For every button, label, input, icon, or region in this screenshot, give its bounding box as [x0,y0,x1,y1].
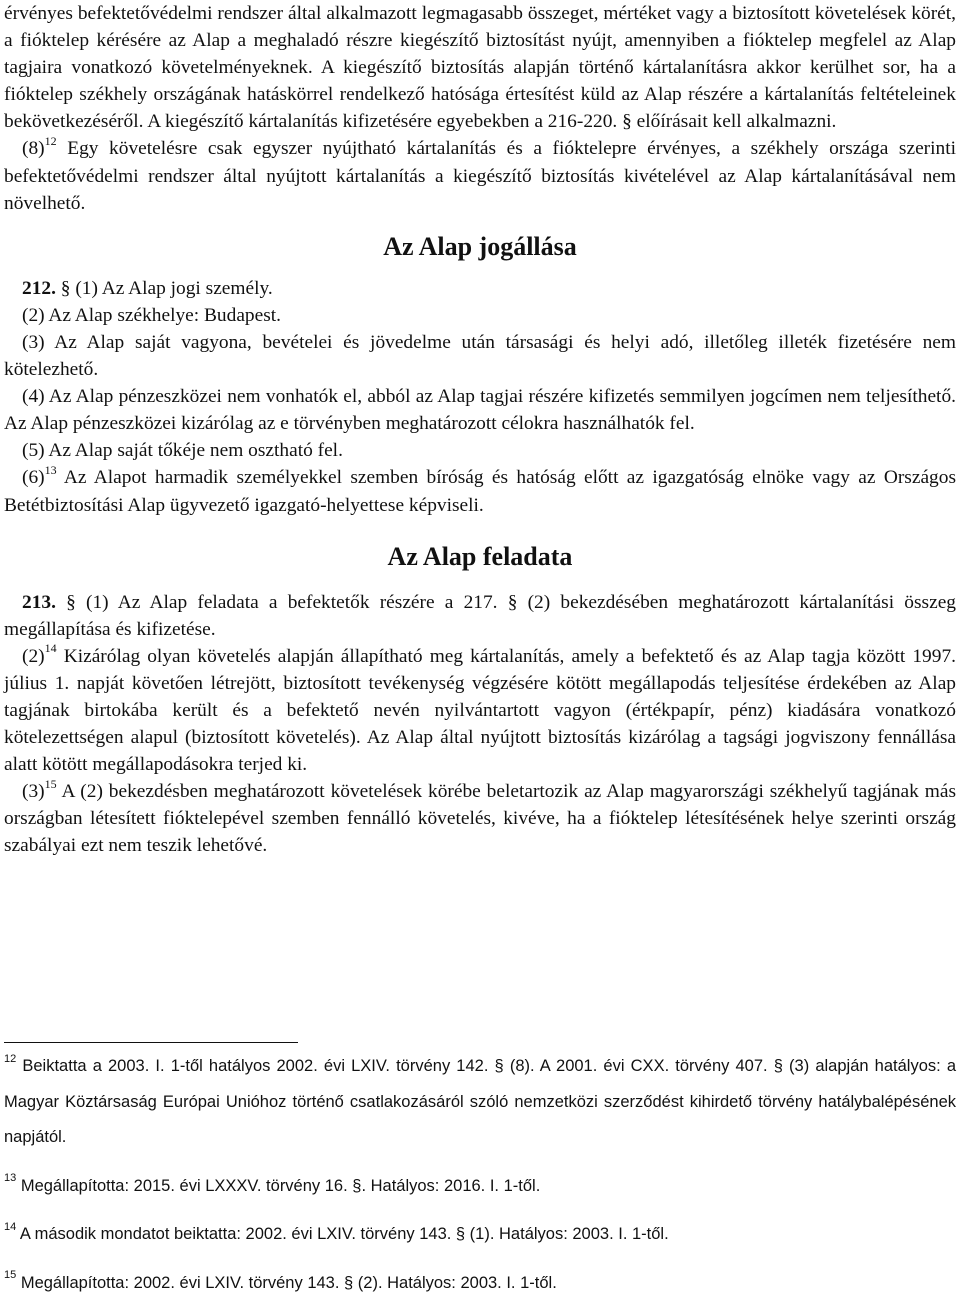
section-heading-feladata: Az Alap feladata [4,541,956,573]
footnote-divider [4,1042,298,1043]
paragraph-8 [4,135,956,216]
paragraph-213-2 [4,643,956,778]
footnote-ref-15[interactable]: 15 [45,777,57,791]
paragraph-text: A (2) bekezdésben meghatározott követelések körébe beletartozik az Alap magyarországi székhelyű tagjának más országban létesített fióktelepével szemben fennálló követelés, kivéve, ha a fióktelep létesítésének helye szerinti ország szabályai ezt nem teszik lehetővé. [4,781,956,856]
footnote-number: 14 [4,1221,16,1233]
paragraph-label: (2) [22,646,45,667]
footnote-text: Beiktatta a 2003. I. 1-től hatályos 2002. évi LXIV. törvény 142. § (8). A 2001. évi CXX. törvény 407. § (3) alapján hatályos: a Magyar Köztársaság Európai Unióhoz történő csatlakozásáról szóló nemzetközi szerződést kihirdető törvény hatálybalépésének napjától. [4,1057,956,1146]
footnotes [4,1042,956,1301]
paragraph-212-6 [4,464,956,518]
footnote-ref-13[interactable]: 13 [45,463,57,477]
paragraph-continuation: érvényes befektetővédelmi rendszer által alkalmazott legmagasabb összeget, mértéket vagy a biztosított követelések körét, a fióktelep kérésére az Alap a meghaladó részre kiegészítő biztosítást nyújt, amennyiben a fióktelep megfelel az Alap tagjaira vonatkozó követelményeknek. A kiegészítő biztosítás alapján történő kártalanításra akkor kerülhet sor, ha a fióktelep székhely országának hatáskörrel rendelkező hatósága értesítést küld az Alap részére a kártalanítás feltételeinek bekövetkezéséről. A kiegészítő kártalanítás kifizetésére egyebekben a 216-220. § előírásait kell alkalmazni. [4,0,956,135]
paragraph-212-4: (4) Az Alap pénzeszközei nem vonhatók el, abból az Alap tagjai részére kifizetés semmilyen jogcímen nem teljesíthető. Az Alap pénzeszközei kizárólag az e törvényben meghatározott célokra használhatók fel. [4,383,956,437]
paragraph-212-5: (5) Az Alap saját tőkéje nem osztható fel. [4,437,956,464]
paragraph-text: Egy követelésre csak egyszer nyújtható kártalanítás és a fióktelepre érvényes, a székhely országa szerinti befektetővédelmi rendszer által nyújtott kártalanítás a kiegészítő biztosítás kivételével az Alap kártalanításával nem növelhető. [4,138,956,213]
paragraph-text: Az Alapot harmadik személyekkel szemben bíróság és hatóság előtt az igazgatóság elnöke vagy az Országos Betétbiztosítási Alap ügyvezető igazgató-helyettese képviseli. [4,467,956,515]
footnote-13 [4,1169,956,1205]
paragraph-212-2: (2) Az Alap székhelye: Budapest. [4,302,956,329]
footnote-text: Megállapította: 2002. évi LXIV. törvény 143. § (2). Hatályos: 2003. I. 1-től. [16,1274,557,1292]
paragraph-212-1 [4,275,956,302]
footnote-ref-12[interactable]: 12 [45,134,57,148]
paragraph-213-3 [4,778,956,859]
paragraph-text: § (1) Az Alap feladata a befektetők részére a 217. § (2) bekezdésében meghatározott kártalanítási összeg megállapítása és kifizetése. [4,592,956,640]
footnote-number: 13 [4,1172,16,1184]
paragraph-text: Kizárólag olyan követelés alapján állapítható meg kártalanítás, amely a befektető és az Alap tagja között 1997. július 1. napját követően létrejött, biztosított tevékenység végzésére kötött megállapodás teljesítése érdekében az Alap tagjának birtokába került és a befektető nevén nyilvántartott vagyon (értékpapír, pénz) kiadására vonatkozó kötelezettségen alapul (biztosított követelés). Az Alap által nyújtott biztosítás kizárólag a tagsági jogviszony fennállása alatt kötött megállapodásokra terjed ki. [4,646,956,775]
paragraph-text: § (1) Az Alap jogi személy. [56,278,273,299]
paragraph-label: (8) [22,138,45,159]
footnote-14 [4,1217,956,1253]
footnote-12 [4,1049,956,1156]
footnote-ref-14[interactable]: 14 [45,641,57,655]
footnote-text: Megállapította: 2015. évi LXXXV. törvény 16. §. Hatályos: 2016. I. 1-től. [16,1177,540,1195]
section-number: 212. [22,278,56,299]
paragraph-label: (6) [22,467,45,488]
section-heading-jogallasa: Az Alap jogállása [4,231,956,263]
footnote-number: 15 [4,1269,16,1281]
footnote-15 [4,1266,956,1301]
paragraph-212-3: (3) Az Alap saját vagyona, bevételei és jövedelme után társasági és helyi adó, illetőleg illeték fizetésére nem kötelezhető. [4,329,956,383]
footnote-text: A második mondatot beiktatta: 2002. évi LXIV. törvény 143. § (1). Hatályos: 2003. I. 1-től. [16,1225,668,1243]
section-number: 213. [22,592,56,613]
paragraph-213-1 [4,589,956,643]
paragraph-label: (3) [22,781,45,802]
footnote-number: 12 [4,1053,16,1065]
